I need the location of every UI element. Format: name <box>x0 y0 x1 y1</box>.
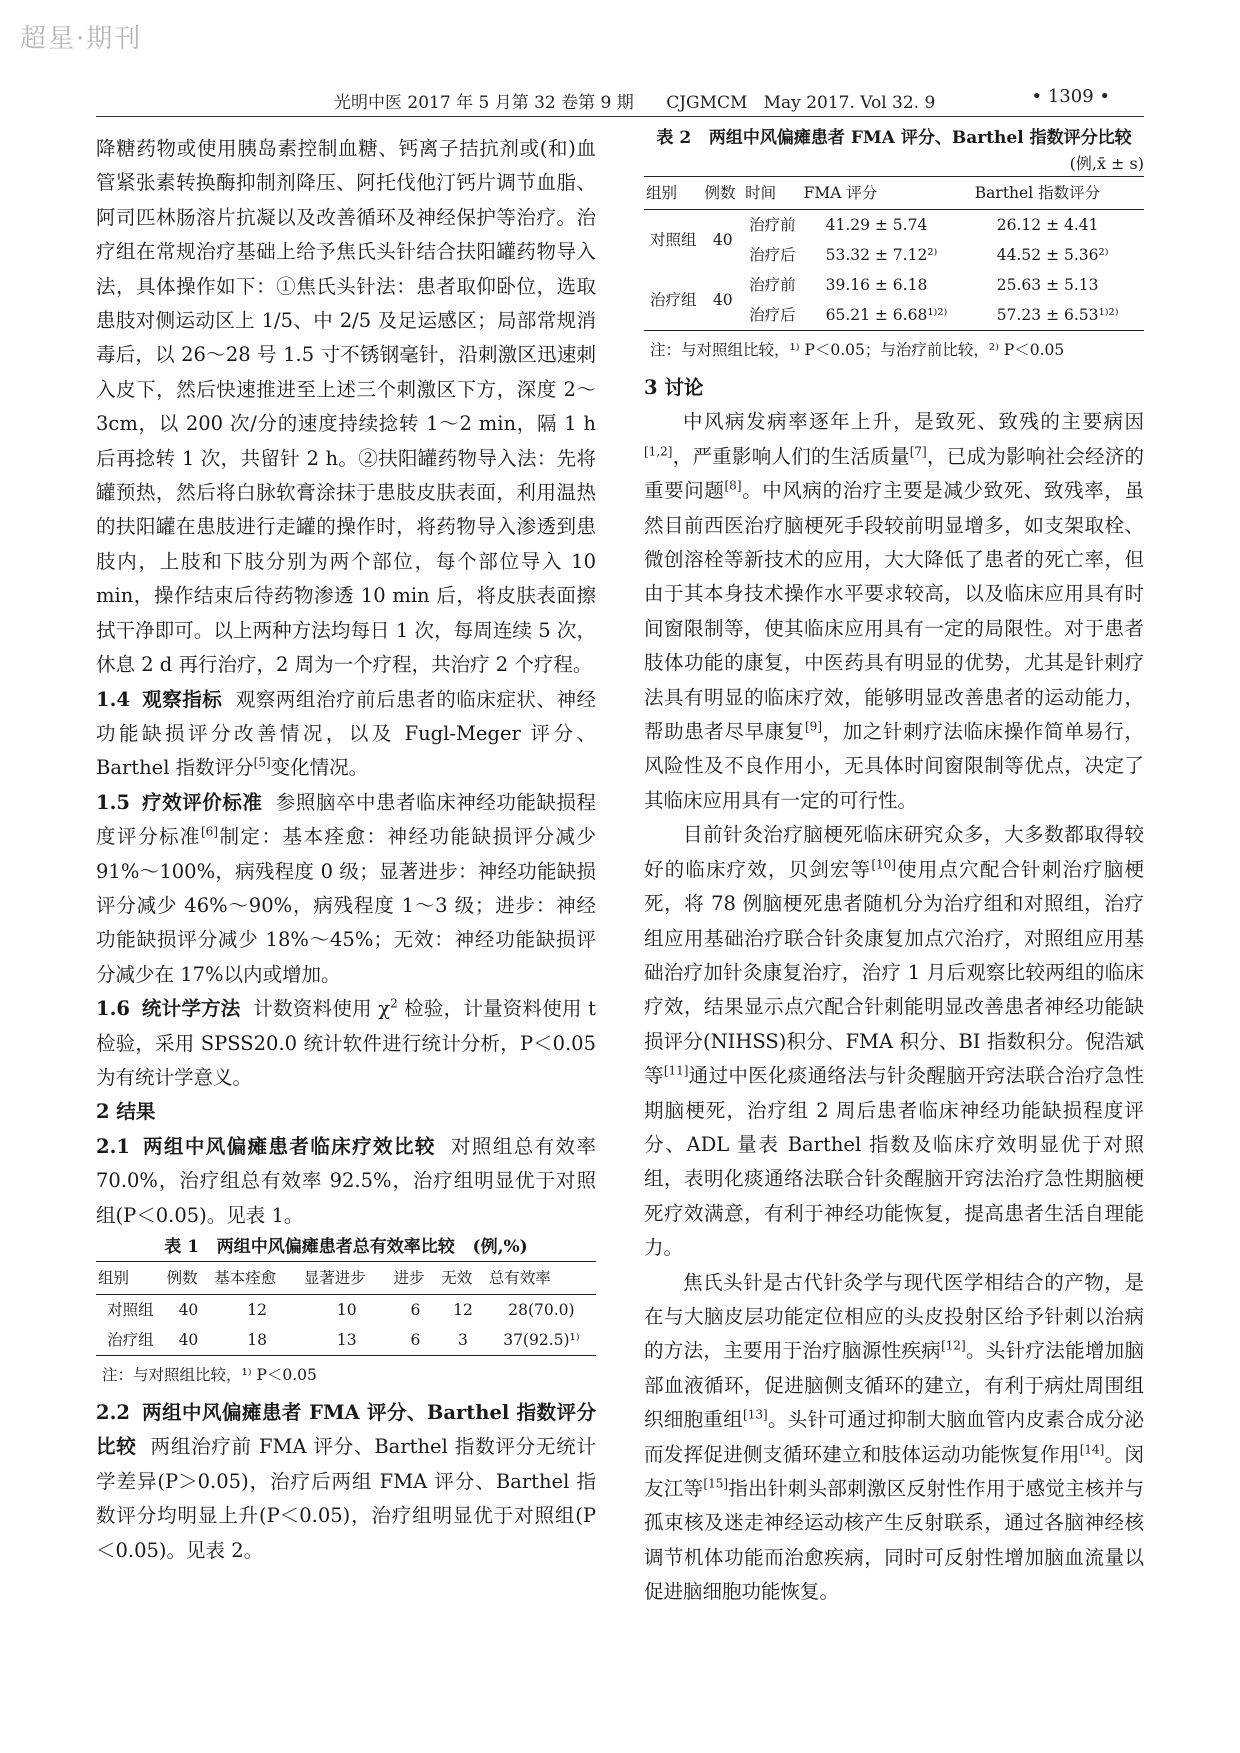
citation: [15] <box>703 1476 729 1491</box>
section-number: 2.1 <box>96 1134 130 1158</box>
table-1-grid <box>96 1261 596 1356</box>
table-cell: 41.29 ± 5.74 <box>825 216 928 234</box>
citation: [12] <box>941 1338 966 1353</box>
section-title: 两组中风偏瘫患者临床疗效比较 <box>141 1134 436 1158</box>
section-3-title: 3 讨论 <box>644 376 704 399</box>
citation: [6] <box>201 824 218 839</box>
discussion-paragraph-3 <box>644 1266 1144 1610</box>
section-text: 制定：基本痊愈：神经功能缺损评分减少 91%～100%，病残程度 0 级；显著进步：神经功能缺损评分减少 46%～90%，病残程度 1～3 级；进步：神经功能缺损评分减少 18%～45%；无效：神经功能缺损评分减少在 17%以内或增加。 <box>96 825 596 986</box>
table-cell: 10 <box>336 1301 357 1319</box>
citation: [1,2] <box>644 444 673 459</box>
text: ，已成为影响社会经济的重要问题 <box>644 444 1144 503</box>
journal-info <box>334 88 935 113</box>
section-text: 两组治疗前 FMA 评分、Barthel 指数评分无统计学差异(P＞0.05)，治疗后两组 FMA 评分、Barthel 指数评分均明显上升(P＜0.05)，治疗组明显优于对照组(P＜0.05)。见表 2。 <box>96 1435 596 1562</box>
table-1 <box>96 1233 596 1390</box>
table-header-cell: 基本痊愈 <box>212 1262 302 1295</box>
text: 。头针疗法能增加脑部血液循环，促进脑侧支循环的建立，有利于病灶周围组织细胞重组 <box>644 1339 1144 1432</box>
table-cell: 12 <box>247 1301 267 1319</box>
text: ，加之针刺疗法临床操作简单易行，风险性及不良作用小，无具体时间窗限制等优点，决定了其临床应用具有一定的可行性。 <box>644 720 1144 812</box>
text: ，严重影响人们的生活质量 <box>672 444 910 468</box>
table-cell: 39.16 ± 6.18 <box>825 276 928 294</box>
section-text: 观察两组治疗前后患者的临床症状、神经功能缺损评分改善情况，以及 Fugl-Meger 评分、Barthel 指数评分 <box>96 687 596 780</box>
text: 使用点穴配合针刺治疗脑梗死，将 78 例脑梗死患者随机分为治疗组和对照组，治疗组应用基础治疗联合针灸康复加点穴治疗，对照组应用基础治疗加针灸康复治疗，治疗 1 月后观察比较两组的临床疗效，结果显示点穴配合针刺能明显改善患者神经功能缺损评分(NIHSS)积分、FMA 积分、BI 指数积分。倪浩斌等 <box>644 857 1144 1088</box>
table-2-grid <box>644 176 1144 331</box>
section-title: 统计学方法 <box>141 997 241 1021</box>
table-row <box>644 270 1144 300</box>
table-cell: 3 <box>439 1325 487 1356</box>
table-header-cell: 显著进步 <box>302 1262 392 1295</box>
table-cell: 18 <box>212 1325 302 1356</box>
discussion-paragraph-2 <box>644 818 1144 1265</box>
table-1-caption: 表 1 两组中风偏瘫患者总有效率比较 (例,%) <box>164 1237 528 1257</box>
watermark: 超星·期刊 <box>20 24 143 54</box>
table-cell: 40 <box>703 270 744 331</box>
table-cell: 40 <box>178 1301 199 1319</box>
table-2-note: 注：与对照组比较，¹⁾ P＜0.05；与治疗前比较，²⁾ P＜0.05 <box>650 341 1065 359</box>
table-cell: 44.52 ± 5.36²⁾ <box>996 246 1109 264</box>
table-cell: 治疗前 <box>749 276 796 294</box>
table-cell: 对照组 <box>107 1301 154 1319</box>
table-cell: 6 <box>410 1301 421 1319</box>
table-2 <box>644 124 1144 365</box>
section-title: 疗效评价标准 <box>141 790 263 814</box>
table-header-cell: 组别 <box>96 1262 165 1295</box>
section-text: 参照脑卒中患者临床神经功能缺损程度评分标准 <box>96 790 596 849</box>
section-1-6 <box>96 992 596 1095</box>
section-number: 2.2 <box>96 1401 130 1424</box>
text: 。头针可通过抑制大脑血管内皮素合成分泌而发挥促进侧支循环建立和肢体运动功能恢复作用 <box>644 1408 1144 1466</box>
paragraph-treatment: 降糖药物或使用胰岛素控制血糖、钙离子拮抗剂或(和)血管紧张素转换酶抑制剂降压、阿托伐他汀钙片调节血脂、阿司匹林肠溶片抗凝以及改善循环及神经保护等治疗。治疗组在常规治疗基础上给予焦氏头针结合扶阳罐药物导入法，具体操作如下：①焦氏头针法：患者取仰卧位，选取患肢对侧运动区上 1/5、中 2/5 及足运感区；局部常规消毒后，以 26～28 号 1.5 寸不锈钢毫针，沿刺激区迅速刺入皮下，然后快速推进至上述三个刺激区下方，深度 2～3cm，以 200 次/分的速度持续捻转 1～2 min，隔 1 h 后再捻转 1 次，共留针 2 h。②扶阳罐药物导入法：先将罐预热，然后将白脉软膏涂抹于患肢皮肤表面，利用温热的扶阳罐在患肢进行走罐的操作时，将药物导入渗透到患肢内，上肢和下肢分别为两个部位，每个部位导入 10 min，操作结束后待药物渗透 10 min 后，将皮肤表面擦拭干净即可。以上两种方法均每日 1 次，每周连续 5 次，休息 2 d 再行治疗，2 周为一个疗程，共治疗 2 个疗程。 <box>96 137 596 677</box>
text: 目前针灸治疗脑梗死临床研究众多，大多数都取得较好的临床疗效，贝剑宏等 <box>644 823 1144 881</box>
table-header-row <box>96 1262 596 1295</box>
table-cell: 治疗前 <box>749 216 796 234</box>
section-number: 1.6 <box>96 997 130 1021</box>
section-2-title: 2 结果 <box>96 1100 156 1124</box>
section-2-1 <box>96 1130 596 1233</box>
table-header-cell: 组别 <box>644 177 703 210</box>
table-cell: 37(92.5)¹⁾ <box>487 1325 596 1356</box>
table-header-cell: Barthel 指数评分 <box>973 177 1144 210</box>
table-2-caption: 表 2 两组中风偏瘫患者 FMA 评分、Barthel 指数评分比较 <box>656 128 1132 148</box>
header-rule <box>96 116 1144 117</box>
table-cell: 治疗后 <box>743 300 802 331</box>
table-cell: 6 <box>392 1325 440 1356</box>
table-cell: 40 <box>712 231 733 249</box>
page-number: • 1309 • <box>1031 86 1110 107</box>
citation: [7] <box>909 444 927 459</box>
section-title: 观察指标 <box>141 687 223 711</box>
text: 。闵友江等 <box>644 1442 1144 1500</box>
table-row <box>96 1295 596 1326</box>
text: 中风病发病率逐年上升，是致死、致残的主要病因 <box>683 410 1144 434</box>
section-text: 检验，计量资料使用 t 检验，采用 SPSS20.0 统计软件进行统计分析，P＜0.05 为有统计学意义。 <box>96 997 597 1089</box>
table-header-cell: 进步 <box>392 1262 440 1295</box>
table-cell: 对照组 <box>650 231 697 249</box>
citation: [5] <box>253 755 271 770</box>
section-1-4 <box>96 683 596 786</box>
section-title: 两组中风偏瘫患者 FMA 评分、Barthel 指数评分比较 <box>96 1401 596 1459</box>
table-cell: 12 <box>453 1301 473 1319</box>
section-text: 变化情况。 <box>270 756 369 780</box>
section-number: 1.4 <box>96 687 130 711</box>
table-header-cell: 例数 <box>703 177 744 210</box>
citation: [9] <box>805 719 822 734</box>
left-column <box>96 132 596 1568</box>
table-header-cell: 无效 <box>439 1262 487 1295</box>
table-header-cell: FMA 评分 <box>802 177 973 210</box>
discussion-paragraph-1 <box>644 405 1144 818</box>
table-2-unit: (例,x̄ ± s) <box>1069 154 1144 173</box>
text: 通过中医化痰通络法与针灸醒脑开窍法联合治疗急性期脑梗死，治疗组 2 周后患者临床神经功能缺损程度评分、ADL 量表 Barthel 指数及临床疗效明显优于对照组，表明化痰通络法联合针灸醒脑开窍法治疗急性期脑梗死疗效满意，有利于神经功能恢复，提高患者生活自理能力。 <box>644 1064 1144 1260</box>
section-text: 对照组总有效率 70.0%，治疗组总有效率 92.5%，治疗组明显优于对照组(P＜0.05)。见表 1。 <box>96 1134 596 1227</box>
table-cell: 治疗后 <box>749 246 796 264</box>
table-header-cell: 总有效率 <box>487 1262 596 1295</box>
journal-en: CJGMCM May 2017. Vol 32. 9 <box>666 93 936 113</box>
table-header-row <box>644 177 1144 210</box>
citation: [8] <box>724 478 742 493</box>
table-header-cell: 时间 <box>743 177 802 210</box>
citation: [14] <box>1079 1442 1105 1457</box>
table-cell: 26.12 ± 4.41 <box>996 216 1099 234</box>
journal-cn: 光明中医 2017 年 5 月第 32 卷第 9 期 <box>334 93 634 113</box>
running-header <box>96 84 1144 116</box>
table-cell: 28(70.0) <box>508 1301 575 1319</box>
table-cell: 治疗组 <box>96 1325 165 1356</box>
section-text: 计数资料使用 χ <box>253 997 391 1021</box>
text: 。中风病的治疗主要是减少致死、致残率，虽然目前西医治疗脑梗死手段较前明显增多，如支架取栓、微创溶栓等新技术的应用，大大降低了患者的死亡率，但由于其本身技术操作水平要求较高，以及临床应用具有时间窗限制等，使其临床应用具有一定的局限性。对于患者肢体功能的康复，中医药具有明显的优势，尤其是针刺疗法具有明显的临床疗效，能够明显改善患者的运动能力，帮助患者尽早康复 <box>644 479 1144 744</box>
table-cell: 53.32 ± 7.12²⁾ <box>825 246 938 264</box>
table-1-note: 注：与对照组比较，¹⁾ P＜0.05 <box>102 1366 317 1384</box>
text: 指出针刺头部刺激区反射性作用于感觉主核并与孤束核及迷走神经运动核产生反射联系，通过各脑神经核调节机体功能而治愈疾病，同时可反射性增加脑血流量以促进脑细胞功能恢复。 <box>644 1477 1144 1604</box>
table-cell: 13 <box>302 1325 392 1356</box>
table-row <box>96 1325 596 1356</box>
section-1-5 <box>96 786 596 992</box>
citation: [10] <box>871 857 896 872</box>
table-cell: 25.63 ± 5.13 <box>996 276 1099 294</box>
table-row <box>644 210 1144 241</box>
superscript: 2 <box>390 996 398 1011</box>
citation: [11] <box>663 1063 689 1078</box>
table-cell: 65.21 ± 6.68¹⁾²⁾ <box>802 300 973 331</box>
table-header-cell: 例数 <box>165 1262 213 1295</box>
right-column <box>644 124 1144 1610</box>
section-2-2 <box>96 1396 596 1568</box>
text: 焦氏头针是古代针灸学与现代医学相结合的产物，是在与大脑皮层功能定位相应的头皮投射区给予针刺以治病的方法，主要用于治疗脑源性疾病 <box>644 1270 1144 1363</box>
citation: [13] <box>743 1407 768 1422</box>
section-number: 1.5 <box>96 790 130 814</box>
table-cell: 治疗组 <box>644 270 703 331</box>
table-cell: 40 <box>165 1325 213 1356</box>
table-cell: 57.23 ± 6.53¹⁾²⁾ <box>973 300 1144 331</box>
